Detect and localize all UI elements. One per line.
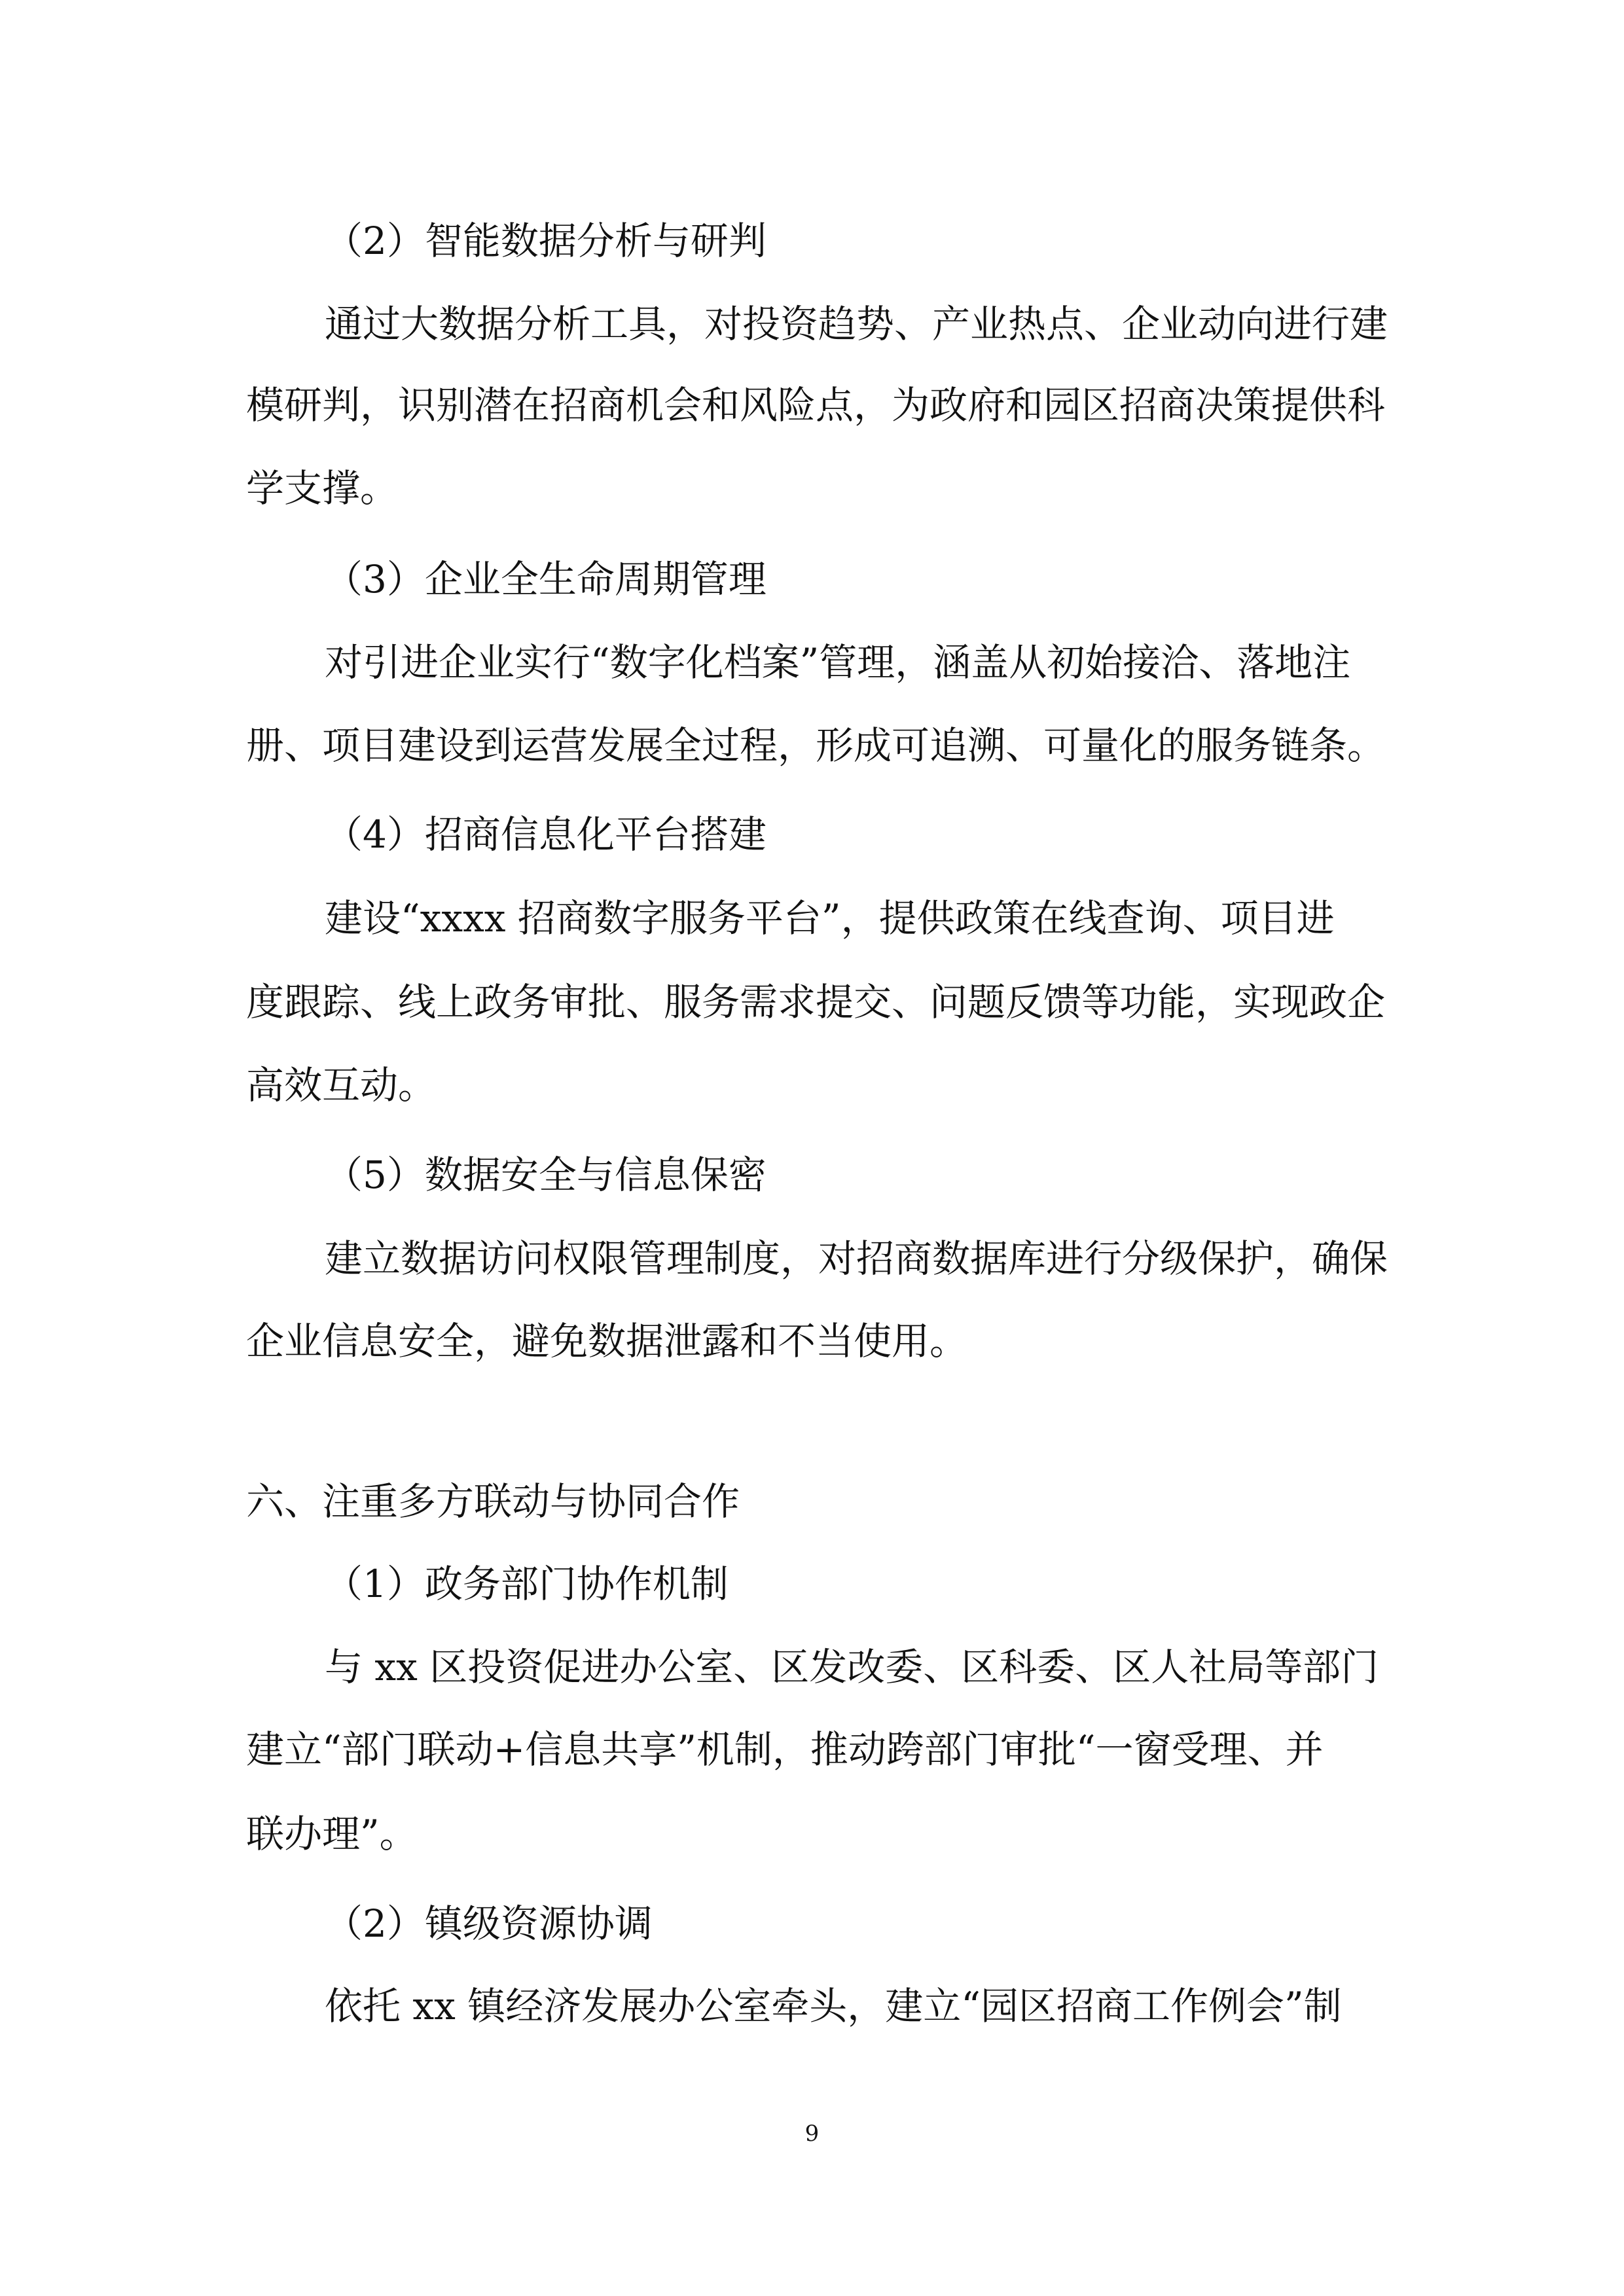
subheading-5-security: （5）数据安全与信息保密 [325,1153,767,1197]
paragraph-line: 企业信息安全，避免数据泄露和不当使用。 [246,1319,968,1363]
subheading-3-lifecycle: （3）企业全生命周期管理 [325,557,767,601]
paragraph-line: 依托 xx 镇经济发展办公室牵头，建立“园区招商工作例会”制 [325,1984,1342,2028]
subheading-4-platform: （4）招商信息化平台搭建 [325,812,767,857]
paragraph-line: 度跟踪、线上政务审批、服务需求提交、问题反馈等功能，实现政企 [246,980,1386,1024]
page-number: 9 [804,2121,820,2147]
paragraph-line: 建设“xxxx 招商数字服务平台”，提供政策在线查询、项目进 [325,896,1335,941]
paragraph-line: 册、项目建设到运营发展全过程，形成可追溯、可量化的服务链条。 [246,723,1386,768]
subheading-1-coordination: （1）政务部门协作机制 [325,1562,729,1606]
section-heading-six: 六、注重多方联动与协同合作 [246,1479,740,1524]
paragraph-line: 与 xx 区投资促进办公室、区发改委、区科委、区人社局等部门 [325,1645,1379,1689]
subheading-2-town-resources: （2）镇级资源协调 [325,1901,653,1946]
paragraph-line: 建立“部门联动+信息共享”机制，推动跨部门审批“一窗受理、并 [246,1727,1324,1772]
paragraph-line: 学支撑。 [246,466,399,511]
subheading-2-data-analysis: （2）智能数据分析与研判 [325,219,767,263]
paragraph-line: 模研判，识别潜在招商机会和风险点，为政府和园区招商决策提供科 [246,383,1386,427]
paragraph-line: 高效互动。 [246,1063,437,1107]
paragraph-line: 建立数据访问权限管理制度，对招商数据库进行分级保护，确保 [325,1236,1388,1281]
paragraph-line: 联办理”。 [246,1812,418,1856]
paragraph-line: 通过大数据分析工具，对投资趋势、产业热点、企业动向进行建 [325,302,1388,346]
paragraph-line: 对引进企业实行“数字化档案”管理，涵盖从初始接洽、落地注 [325,640,1351,685]
